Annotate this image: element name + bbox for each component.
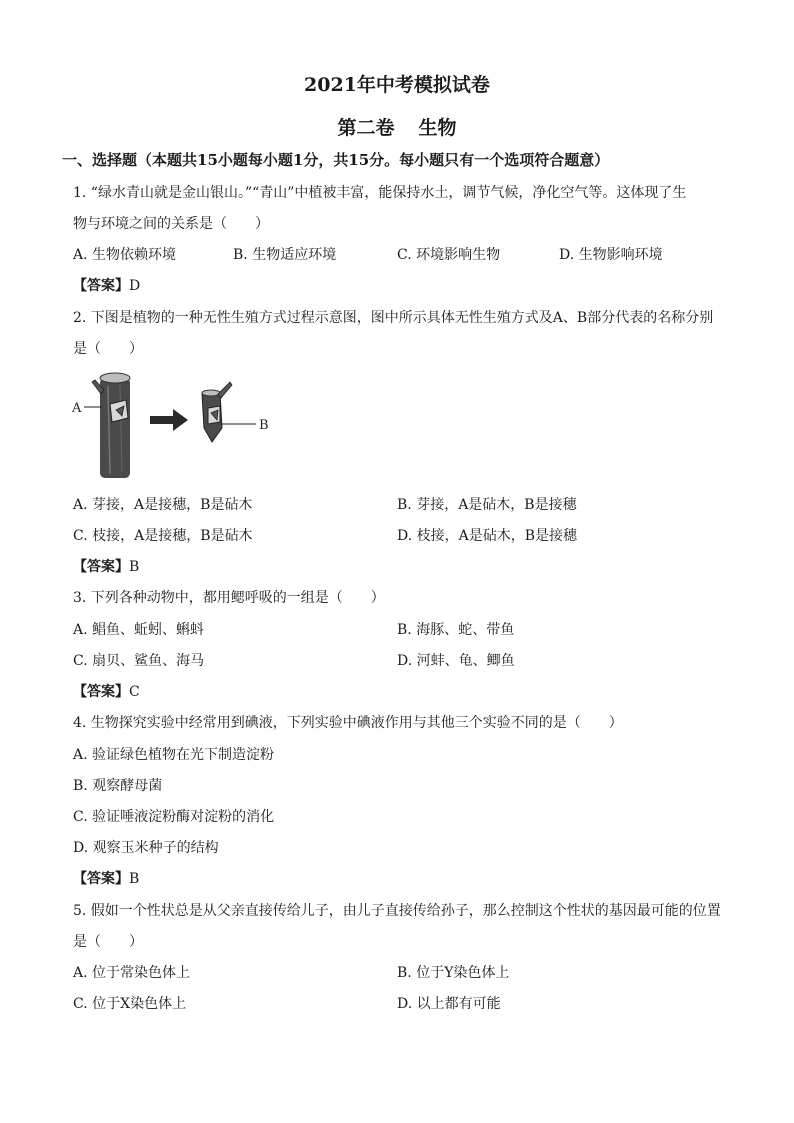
grafting-diagram [70, 366, 280, 482]
question-4-line-1: 4. 生物探究实验中经常用到碘液，下列实验中碘液作用与其他三个实验不同的是（ ） [73, 715, 623, 731]
question-5-option-b: B. 位于Y染色体上 [397, 965, 510, 981]
question-4-option-b: B. 观察酵母菌 [73, 778, 163, 794]
question-1-option-c: C. 环境影响生物 [397, 247, 501, 263]
question-2-option-d: D. 枝接，A是砧木，B是接穗 [397, 528, 578, 544]
question-2-line-2: 是（ ） [73, 341, 143, 357]
question-4-answer [73, 868, 139, 888]
section-heading: 一、选择题（本题共15小题每小题1分，共15分。每小题只有一个选项符合题意） [62, 151, 610, 169]
question-1-option-a: A. 生物依赖环境 [73, 247, 177, 263]
label-b: B [259, 418, 269, 433]
question-5-line-2: 是（ ） [73, 934, 143, 950]
exam-subtitle [0, 113, 794, 140]
question-5-option-d: D. 以上都有可能 [397, 996, 501, 1012]
question-3-option-d: D. 河蚌、龟、鲫鱼 [397, 653, 515, 669]
scion-cut-top [202, 390, 220, 396]
question-3-answer [73, 681, 140, 701]
question-4-option-d: D. 观察玉米种子的结构 [73, 840, 219, 856]
question-5-line-1: 5. 假如一个性状总是从父亲直接传给儿子，由儿子直接传给孙子，那么控制这个性状的基因最可能的位置 [73, 903, 721, 919]
subject-label: 生物 [418, 117, 457, 139]
question-5-option-a: A. 位于常染色体上 [73, 965, 191, 981]
question-3-line-1: 3. 下列各种动物中，都用鳃呼吸的一组是（ ） [73, 590, 385, 606]
stem-cut-top [100, 373, 130, 383]
arrow-icon [150, 409, 188, 431]
question-1-line-1: 1. “绿水青山就是金山银山。”“青山”中植被丰富，能保持水土，调节气候，净化空气等。这体现了生 [73, 185, 687, 201]
question-1-answer [73, 275, 140, 295]
stock-stem [100, 378, 130, 478]
volume-label: 第二卷 [337, 117, 395, 139]
answer-value: D [129, 278, 141, 294]
exam-title: 2021年中考模拟试卷 [304, 74, 490, 96]
label-a: A [72, 401, 82, 416]
answer-value: C [129, 684, 140, 700]
answer-label: 【答案】 [73, 559, 129, 575]
question-1-option-d: D. 生物影响环境 [559, 247, 663, 263]
question-5-option-c: C. 位于X染色体上 [73, 996, 187, 1012]
scion-branch [218, 382, 232, 398]
question-3-option-b: B. 海豚、蛇、带鱼 [397, 622, 515, 638]
question-1-line-2: 物与环境之间的关系是（ ） [73, 216, 269, 232]
question-4-option-c: C. 验证唾液淀粉酶对淀粉的消化 [73, 809, 275, 825]
question-3-option-c: C. 扇贝、鲨鱼、海马 [73, 653, 205, 669]
answer-value: B [129, 559, 140, 575]
answer-value: B [129, 871, 140, 887]
question-2-option-b: B. 芽接，A是砧木，B是接穗 [397, 497, 577, 513]
question-2-answer [73, 556, 139, 576]
question-2-option-c: C. 枝接，A是接穗，B是砧木 [73, 528, 253, 544]
answer-label: 【答案】 [73, 278, 129, 294]
question-3-option-a: A. 鲳鱼、蚯蚓、蝌蚪 [73, 622, 205, 638]
question-2-option-a: A. 芽接，A是接穗，B是砧木 [73, 497, 253, 513]
answer-label: 【答案】 [73, 684, 129, 700]
question-4-option-a: A. 验证绿色植物在光下制造淀粉 [73, 747, 275, 763]
question-1-option-b: B. 生物适应环境 [233, 247, 337, 263]
answer-label: 【答案】 [73, 871, 129, 887]
question-2-line-1: 2. 下图是植物的一种无性生殖方式过程示意图，图中所示具体无性生殖方式及A、B部分代表的名称分别 [73, 310, 714, 326]
